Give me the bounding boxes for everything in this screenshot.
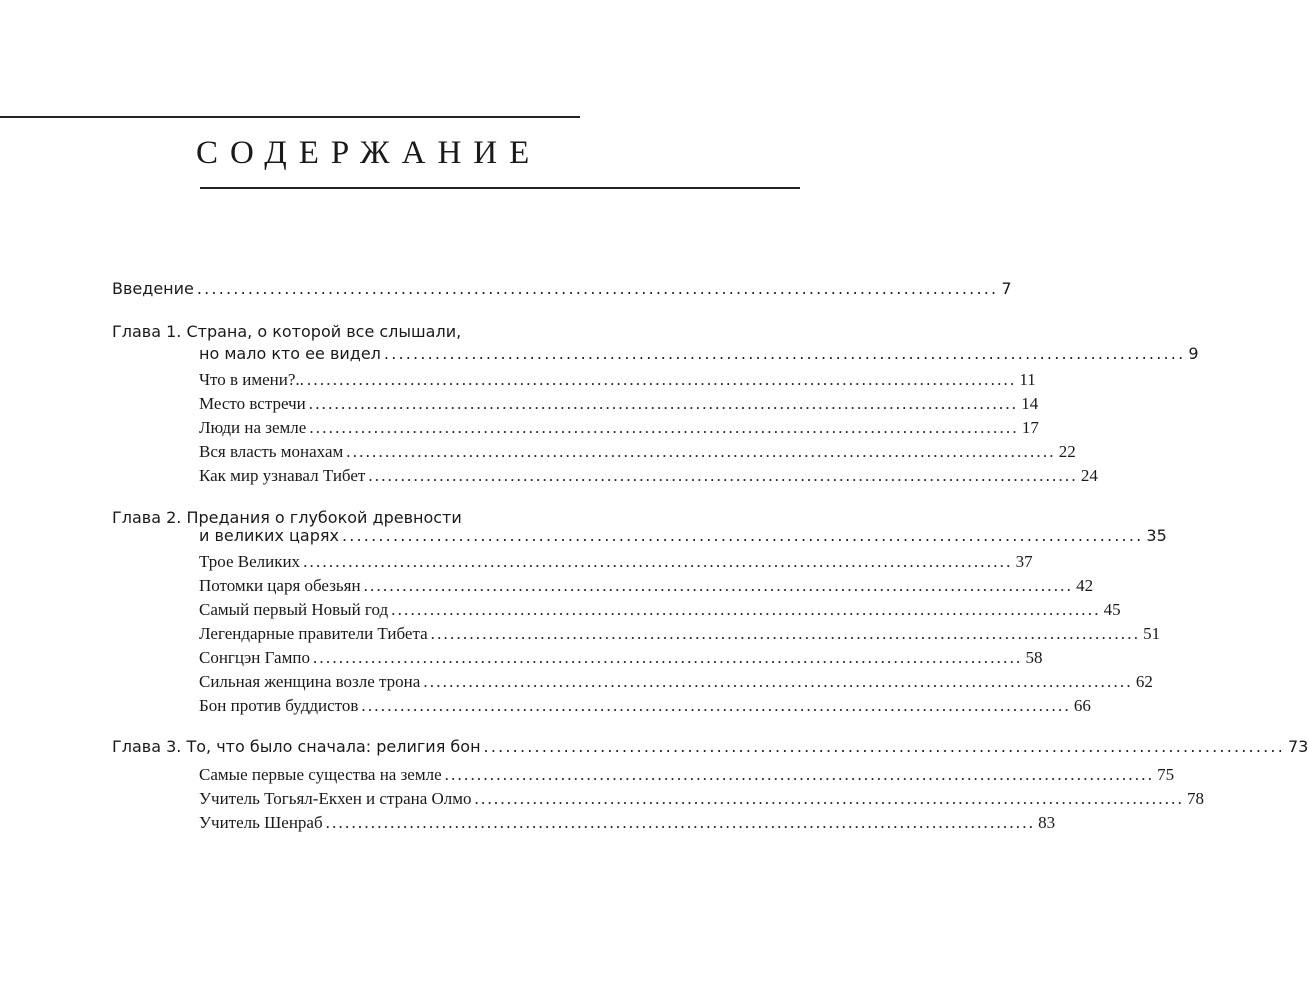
toc-entry-section[interactable] [199, 622, 1161, 646]
toc-entry-title: Место встречи [199, 394, 306, 413]
toc-entry-section[interactable] [199, 440, 1076, 464]
toc-leader-dots: .............................................................................................................. [444, 765, 1155, 784]
toc-entry-page: 83 [1038, 813, 1056, 832]
toc-leader-dots: .............................................................................................................. [346, 442, 1056, 461]
toc-entry-page: 73 [1287, 737, 1308, 756]
toc-entry-title: Введение [112, 279, 194, 298]
toc-entry-page: 58 [1025, 648, 1043, 667]
toc-entry-page: 9 [1188, 344, 1199, 363]
toc-entry-title: Глава 3. То, что было сначала: религия бон [112, 737, 481, 756]
toc-entry-chapter-3[interactable] [112, 735, 1308, 759]
toc-leader-dots: .............................................................................................................. [309, 418, 1019, 437]
toc-entry-section[interactable] [199, 787, 1205, 811]
toc-entry-page: 51 [1143, 624, 1161, 643]
toc-entry-page: 11 [1019, 370, 1036, 389]
toc-entry-page: 17 [1021, 418, 1039, 437]
toc-leader-dots: .............................................................................................................. [361, 696, 1071, 715]
toc-leader-dots: .............................................................................................................. [368, 466, 1078, 485]
toc-entry-page: 14 [1021, 394, 1039, 413]
toc-leader-dots: .............................................................................................................. [483, 737, 1285, 756]
toc-entry-section[interactable] [199, 392, 1039, 416]
toc-entry-page: 35 [1146, 526, 1167, 545]
toc-leader-dots: .............................................................................................................. [363, 576, 1074, 595]
toc-entry-page: 45 [1103, 600, 1121, 619]
toc-entry-section[interactable] [199, 763, 1175, 787]
toc-entry-page: 78 [1187, 789, 1205, 808]
toc-leader-dots: .............................................................................................................. [391, 600, 1101, 619]
toc-entry-section[interactable] [199, 464, 1098, 488]
toc-entry-title: Потомки царя обезьян [199, 576, 361, 595]
toc-entry-title: Бон против буддистов [199, 696, 359, 715]
toc-entry-title: Трое Великих [199, 552, 301, 571]
toc-entry-title: Учитель Тогьял-Екхен и страна Олмо [199, 789, 472, 808]
page-title: СОДЕРЖАНИЕ [196, 135, 542, 171]
toc-entry-section[interactable] [199, 550, 1033, 574]
toc-leader-dots: .............................................................................................................. [303, 552, 1013, 571]
toc-entry-page: 7 [1001, 279, 1012, 298]
toc-entry-title: Вся власть монахам [199, 442, 344, 461]
toc-entry-title: Самые первые существа на земле [199, 765, 442, 784]
toc-leader-dots: .............................................................................................................. [312, 648, 1023, 667]
toc-leader-dots: .............................................................................................................. [325, 813, 1036, 832]
toc-entry-title: Как мир узнавал Тибет [199, 466, 366, 485]
toc-entry-section[interactable] [199, 416, 1039, 440]
toc-entry-section[interactable] [199, 670, 1153, 694]
toc-entry-page: 37 [1015, 552, 1033, 571]
toc-entry-title: и великих царях [199, 526, 339, 545]
toc-entry-page: 75 [1157, 765, 1175, 784]
toc-entry-page: 24 [1080, 466, 1098, 485]
toc-entry-title: Учитель Шенраб [199, 813, 323, 832]
toc-leader-dots: .............................................................................................................. [383, 344, 1186, 363]
toc-entry-chapter-1[interactable] [199, 342, 1199, 366]
toc-entry-page: 66 [1073, 696, 1091, 715]
toc-leader-dots: .............................................................................................................. [423, 672, 1133, 691]
toc-leader-dots: .............................................................................................................. [306, 370, 1017, 389]
toc-entry-title: Сильная женщина возле трона [199, 672, 421, 691]
toc-entry-section[interactable] [199, 811, 1056, 835]
toc-leader-dots: .............................................................................................................. [341, 526, 1144, 545]
toc-entry-title: Сонгцэн Гампо [199, 648, 310, 667]
toc-entry-section[interactable] [199, 646, 1043, 670]
toc-entry-section[interactable] [199, 574, 1094, 598]
title-underline [200, 187, 800, 189]
toc-leader-dots: .............................................................................................................. [430, 624, 1141, 643]
toc-entry-title: но мало кто ее видел [199, 344, 381, 363]
toc-leader-dots: .............................................................................................................. [308, 394, 1019, 413]
toc-entry-page: 42 [1076, 576, 1094, 595]
toc-entry-title: Легендарные правители Тибета [199, 624, 428, 643]
toc-entry-chapter-2[interactable] [199, 524, 1167, 548]
top-rule [0, 116, 580, 118]
toc-entry-title: Что в имени?.. [199, 370, 304, 389]
toc-entry-section[interactable] [199, 694, 1091, 718]
toc-entry-intro[interactable] [112, 277, 1012, 301]
toc-entry-section[interactable] [199, 368, 1036, 392]
toc-entry-title: Самый первый Новый год [199, 600, 389, 619]
chapter-1-title-line1[interactable]: Глава 1. Страна, о которой все слышали, [112, 322, 462, 341]
chapter-2-title-line1[interactable]: Глава 2. Предания о глубокой древности [112, 508, 462, 527]
toc-entry-title: Люди на земле [199, 418, 307, 437]
toc-entry-section[interactable] [199, 598, 1121, 622]
toc-entry-page: 22 [1058, 442, 1076, 461]
toc-leader-dots: .............................................................................................................. [196, 279, 999, 298]
toc-entry-page: 62 [1135, 672, 1153, 691]
toc-leader-dots: .............................................................................................................. [474, 789, 1185, 808]
